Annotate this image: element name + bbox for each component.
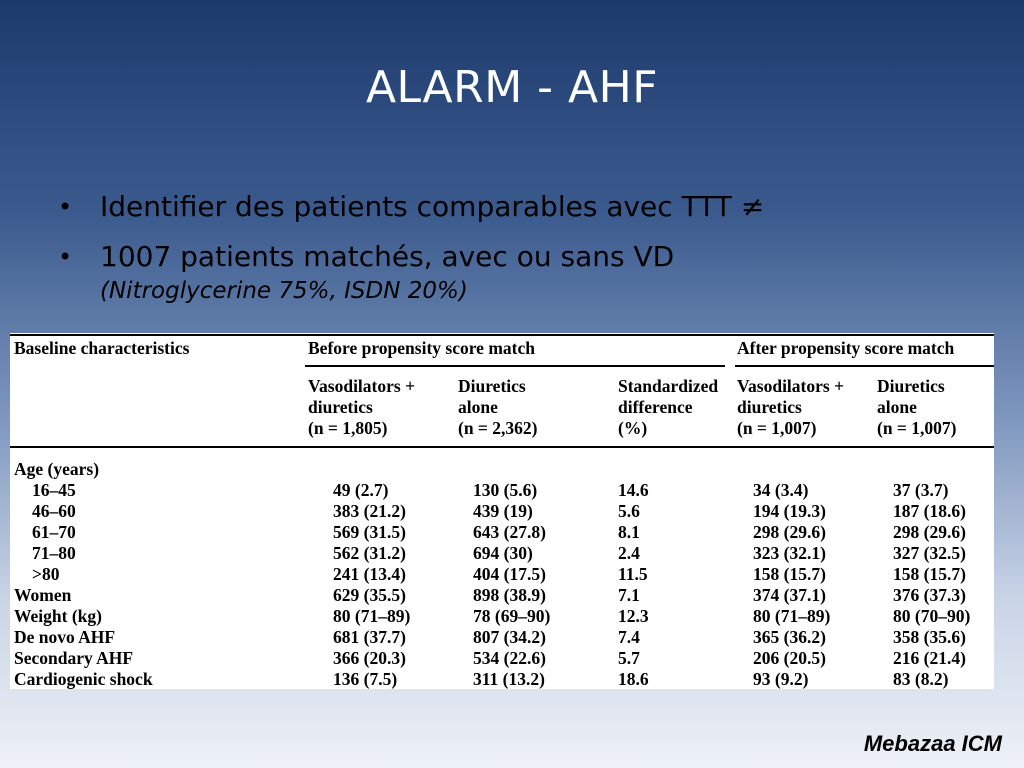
- bullet-text: 1007 patients matchés, avec ou sans VD: [100, 240, 675, 273]
- column-header-line: (%): [618, 418, 648, 438]
- row-value: 569 (31.5): [333, 522, 406, 542]
- table-row: [10, 564, 994, 585]
- row-value: 18.6: [618, 669, 649, 689]
- row-value: 2.4: [618, 543, 640, 563]
- slide-title: ALARM - AHF: [365, 62, 659, 113]
- row-label: 71–80: [32, 543, 76, 563]
- rule-after: [735, 365, 994, 367]
- row-value: 7.4: [618, 627, 640, 647]
- row-label: Cardiogenic shock: [14, 669, 153, 689]
- row-value: 694 (30): [473, 543, 533, 563]
- table-row: [10, 501, 994, 522]
- row-value: 404 (17.5): [473, 564, 546, 584]
- column-header-line: (n = 1,007): [737, 418, 817, 438]
- row-label: 61–70: [32, 522, 76, 542]
- column-header-line: difference: [618, 397, 693, 417]
- table-row: [10, 543, 994, 564]
- row-value: 80 (70–90): [893, 606, 971, 626]
- column-header-line: diuretics: [737, 397, 802, 417]
- row-value: 78 (69–90): [473, 606, 551, 626]
- baseline-table: [10, 333, 994, 689]
- table-body: [10, 333, 994, 689]
- bullet-text: Identifier des patients comparables avec TTT ≠: [100, 190, 765, 223]
- row-value: 130 (5.6): [473, 480, 538, 500]
- row-value: 11.5: [618, 564, 648, 584]
- row-value: 194 (19.3): [753, 501, 826, 521]
- rule-before: [305, 365, 725, 367]
- row-value: 5.6: [618, 501, 640, 521]
- column-header-line: diuretics: [308, 397, 373, 417]
- row-value: 216 (21.4): [893, 648, 966, 668]
- column-header-line: Vasodilators +: [308, 376, 416, 396]
- row-value: 562 (31.2): [333, 543, 406, 563]
- row-value: 158 (15.7): [753, 564, 826, 584]
- row-value: 14.6: [618, 480, 649, 500]
- row-value: 158 (15.7): [893, 564, 966, 584]
- header-before-match: Before propensity score match: [308, 338, 535, 358]
- bullet-list: [58, 190, 988, 308]
- row-label: Weight (kg): [14, 606, 102, 626]
- row-value: 374 (37.1): [753, 585, 826, 605]
- row-value: 439 (19): [473, 501, 533, 521]
- row-label: Women: [14, 585, 72, 605]
- row-value: 681 (37.7): [333, 627, 406, 647]
- row-value: 49 (2.7): [333, 480, 389, 500]
- table-rule-header: [10, 446, 994, 448]
- column-header-line: (n = 1,805): [308, 418, 388, 438]
- row-value: 12.3: [618, 606, 649, 626]
- bullet-subtext: (Nitroglycerine 75%, ISDN 20%): [100, 278, 468, 304]
- row-value: 298 (29.6): [893, 522, 966, 542]
- row-value: 298 (29.6): [753, 522, 826, 542]
- row-value: 8.1: [618, 522, 640, 542]
- column-header-line: alone: [458, 397, 498, 417]
- row-value: 358 (35.6): [893, 627, 966, 647]
- row-value: 136 (7.5): [333, 669, 398, 689]
- bullet-item: [58, 190, 988, 224]
- column-header-line: Diuretics: [458, 376, 526, 396]
- table-row: [10, 669, 994, 690]
- column-header-line: Standardized: [618, 376, 719, 396]
- row-value: 83 (8.2): [893, 669, 949, 689]
- table-row: [10, 606, 994, 627]
- row-value: 807 (34.2): [473, 627, 546, 647]
- bullet-dot-icon: •: [58, 193, 73, 221]
- row-value: 366 (20.3): [333, 648, 406, 668]
- row-value: 187 (18.6): [893, 501, 966, 521]
- row-value: 93 (9.2): [753, 669, 809, 689]
- row-value: 80 (71–89): [753, 606, 831, 626]
- table-row: [10, 585, 994, 606]
- table-row: [10, 627, 994, 648]
- column-header-line: Diuretics: [877, 376, 945, 396]
- bullet-text-wrap: [100, 240, 674, 308]
- row-label: Secondary AHF: [14, 648, 134, 668]
- row-value: 898 (38.9): [473, 585, 546, 605]
- row-value: 643 (27.8): [473, 522, 546, 542]
- row-value: 327 (32.5): [893, 543, 966, 563]
- column-header-line: Vasodilators +: [737, 376, 845, 396]
- row-label: >80: [32, 564, 60, 584]
- bullet-dot-icon: •: [58, 243, 73, 271]
- table-row: [10, 648, 994, 669]
- column-header-line: (n = 2,362): [458, 418, 538, 438]
- column-header-line: (n = 1,007): [877, 418, 957, 438]
- row-value: 376 (37.3): [893, 585, 966, 605]
- row-label: 46–60: [32, 501, 76, 521]
- row-value: 383 (21.2): [333, 501, 406, 521]
- header-after-match: After propensity score match: [737, 338, 955, 358]
- row-value: 206 (20.5): [753, 648, 826, 668]
- row-value: 80 (71–89): [333, 606, 411, 626]
- column-header-line: alone: [877, 397, 917, 417]
- row-label: 16–45: [32, 480, 76, 500]
- row-value: 365 (36.2): [753, 627, 826, 647]
- author-credit: Mebazaa ICM: [863, 731, 1002, 756]
- row-label: De novo AHF: [14, 627, 116, 647]
- row-value: 34 (3.4): [753, 480, 809, 500]
- row-value: 5.7: [618, 648, 640, 668]
- row-value: 311 (13.2): [473, 669, 545, 689]
- table-rule-top: [10, 334, 994, 336]
- row-value: 37 (3.7): [893, 480, 949, 500]
- table-row: [10, 522, 994, 543]
- table-row: [10, 480, 994, 501]
- row-value: 241 (13.4): [333, 564, 406, 584]
- header-baseline: Baseline characteristics: [14, 338, 190, 358]
- bullet-item: [58, 240, 988, 308]
- group-label-age: Age (years): [14, 459, 100, 479]
- row-value: 629 (35.5): [333, 585, 406, 605]
- row-value: 7.1: [618, 585, 640, 605]
- row-value: 534 (22.6): [473, 648, 546, 668]
- row-value: 323 (32.1): [753, 543, 826, 563]
